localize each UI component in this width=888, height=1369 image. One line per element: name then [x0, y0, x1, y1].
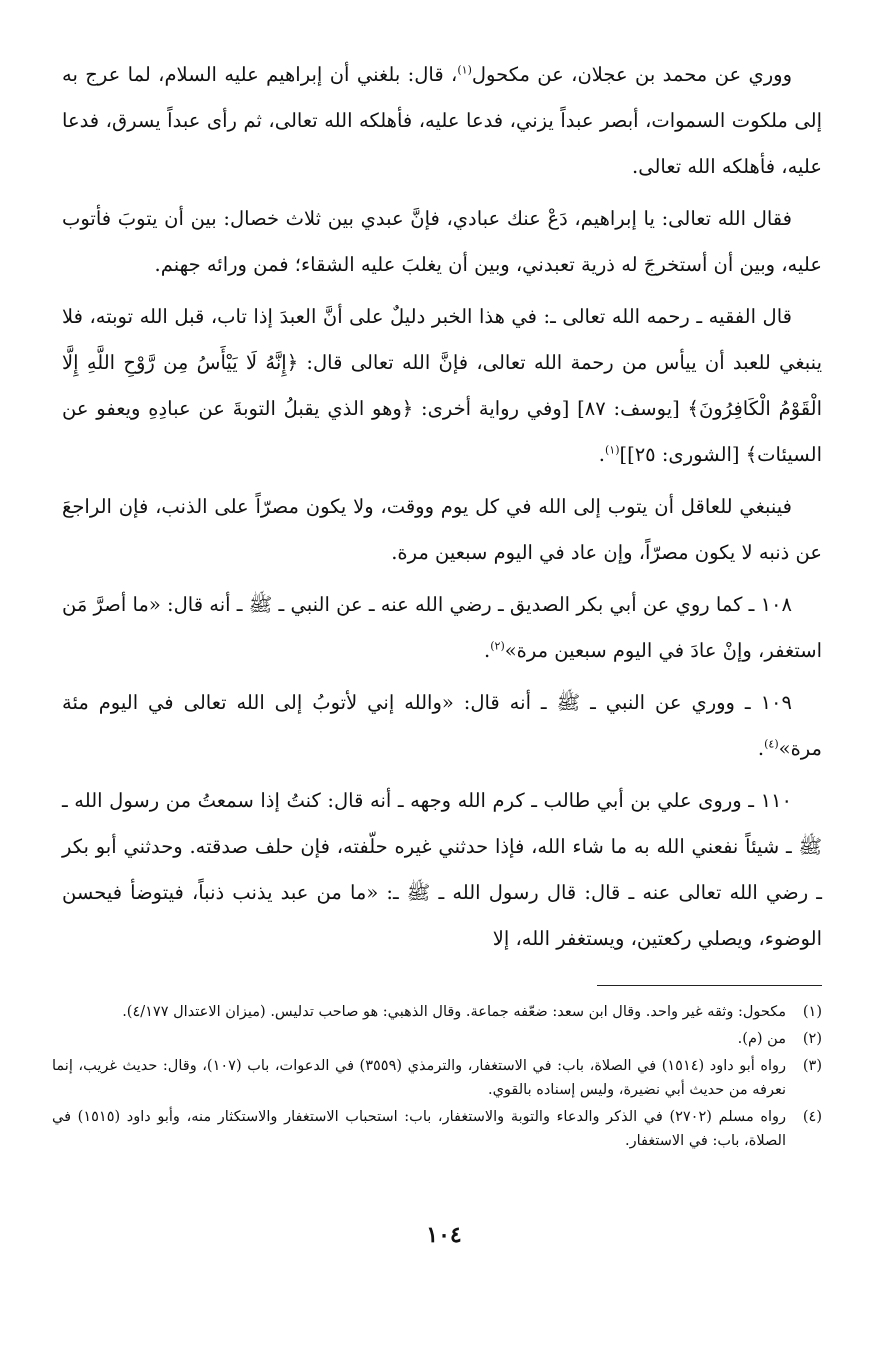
paragraph-3	[62, 294, 822, 478]
footnote-item	[52, 1000, 822, 1024]
footnote-ref-3: (١)	[604, 443, 620, 457]
footnote-number: (١)	[802, 1004, 822, 1020]
paragraph-2: فقال الله تعالى: يا إبراهيم، دَعْ عنك عبادي، فإنَّ عبدي بين ثلاث خصال: بين أن يتوبَ فأتوب عليه، وبين أن أستخرجَ له ذرية تعبدني، وبين أن يغلبَ عليه الشقاء؛ فمن ورائه جهنم.	[62, 207, 822, 276]
footnote-number: (٢)	[802, 1031, 822, 1047]
page-number: ١٠٤	[426, 1222, 462, 1248]
footnote-text: مكحول: وثقه غير واحد. وقال ابن سعد: ضعّفه جماعة. وقال الذهبي: هو صاحب تدليس. (ميزان الاعتدال ٤/١٧٧).	[122, 1004, 786, 1020]
hadith-108-text: ١٠٨ ـ كما روي عن أبي بكر الصديق ـ رضي الله عنه ـ عن النبي ـ ﷺ ـ أنه قال: «ما أصرَّ مَن استغفر، وإنْ عادَ في اليوم سبعين مرة»	[62, 593, 822, 662]
footnotes	[52, 1000, 822, 1156]
paragraph-4: فينبغي للعاقل أن يتوب إلى الله في كل يوم ووقت، ولا يكون مصرّاً على الذنب، فإن الراجعَ عن ذنبه لا يكون مصرّاً، وإن عاد في اليوم سبعين مرة.	[62, 495, 822, 564]
paragraph-1	[62, 52, 822, 190]
hadith-110: ١١٠ ـ وروى علي بن أبي طالب ـ كرم الله وجهه ـ أنه قال: كنتُ إذا سمعتُ من رسول الله ـ ﷺ ـ شيئاً نفعني الله به ما شاء الله، فإذا حدثني غيره حلّفته، فإن حلف صدقته. وحدثني أبو بكر ـ رضي الله تعالى عنه ـ قال: قال رسول الله ـ ﷺ ـ: «ما من عبد يذنب ذنباً، فيتوضأ فيحسن الوضوء، ويصلي ركعتين، ويستغفر الله، إلا	[62, 789, 822, 950]
paragraph-1-text: ووري عن محمد بن عجلان، عن مكحول	[471, 63, 792, 86]
footnote-item	[52, 1054, 822, 1102]
hadith-108	[62, 582, 822, 674]
hadith-109-text: ١٠٩ ـ ووري عن النبي ـ ﷺ ـ أنه قال: «والله إني لأتوبُ إلى الله تعالى في اليوم مئة مرة»	[62, 691, 822, 760]
footnote-ref-108: (٢)	[490, 639, 505, 653]
footnote-number: (٤)	[802, 1109, 822, 1125]
footnote-text: رواه أبو داود (١٥١٤) في الصلاة، باب: في الاستغفار، والترمذي (٣٥٥٩) في الدعوات، باب (١٠٧)، وقال: حديث غريب، إنما نعرفه من حديث أبي نضيرة، وليس إسناده بالقوي.	[52, 1058, 787, 1098]
footnote-item	[52, 1027, 822, 1051]
paragraph-3-text: قال الفقيه ـ رحمه الله تعالى ـ: في هذا الخبر دليلٌ على أنَّ العبدَ إذا تاب، قبل الله توبته، فلا ينبغي للعبد أن ييأس من رحمة الله تعالى، فإنَّ الله تعالى قال: ﴿إِنَّهُ لَا يَيْأَسُ مِن رَّوْحِ اللَّهِ إِلَّا الْقَوْمُ الْكَافِرُونَ﴾ [يوسف: ٨٧] [وفي رواية أخرى: ﴿وهو الذي يقبلُ التوبةَ عن عبادِهِ ويعفو عن السيئات﴾ [الشورى: ٢٥]]	[62, 305, 823, 466]
footnote-text: رواه مسلم (٢٧٠٢) في الذكر والدعاء والتوبة والاستغفار، باب: استحباب الاستغفار والاستكثار منه، وأبو داود (١٥١٥) في الصلاة، باب: في الاستغفار.	[52, 1109, 786, 1149]
paragraph-3-end: .	[598, 443, 605, 466]
footnote-item	[52, 1105, 822, 1153]
paragraph-1-rest: ، قال: بلغني أن إبراهيم عليه السلام، لما عرج به إلى ملكوت السموات، أبصر عبداً يزني، فدعا عليه، فأهلكه الله تعالى، ثم رأى عبداً يسرق، فدعا عليه، فأهلكه الله تعالى.	[62, 63, 822, 178]
footnote-text: من (م).	[737, 1031, 786, 1047]
hadith-108-end: .	[484, 639, 491, 662]
footnote-divider	[597, 985, 822, 986]
footnote-ref-109: (٤)	[764, 737, 779, 751]
main-text	[62, 52, 822, 968]
footnote-ref-1: (١)	[457, 63, 472, 77]
footnote-number: (٣)	[802, 1058, 822, 1074]
hadith-109-end: .	[757, 737, 765, 760]
hadith-109	[62, 680, 822, 772]
